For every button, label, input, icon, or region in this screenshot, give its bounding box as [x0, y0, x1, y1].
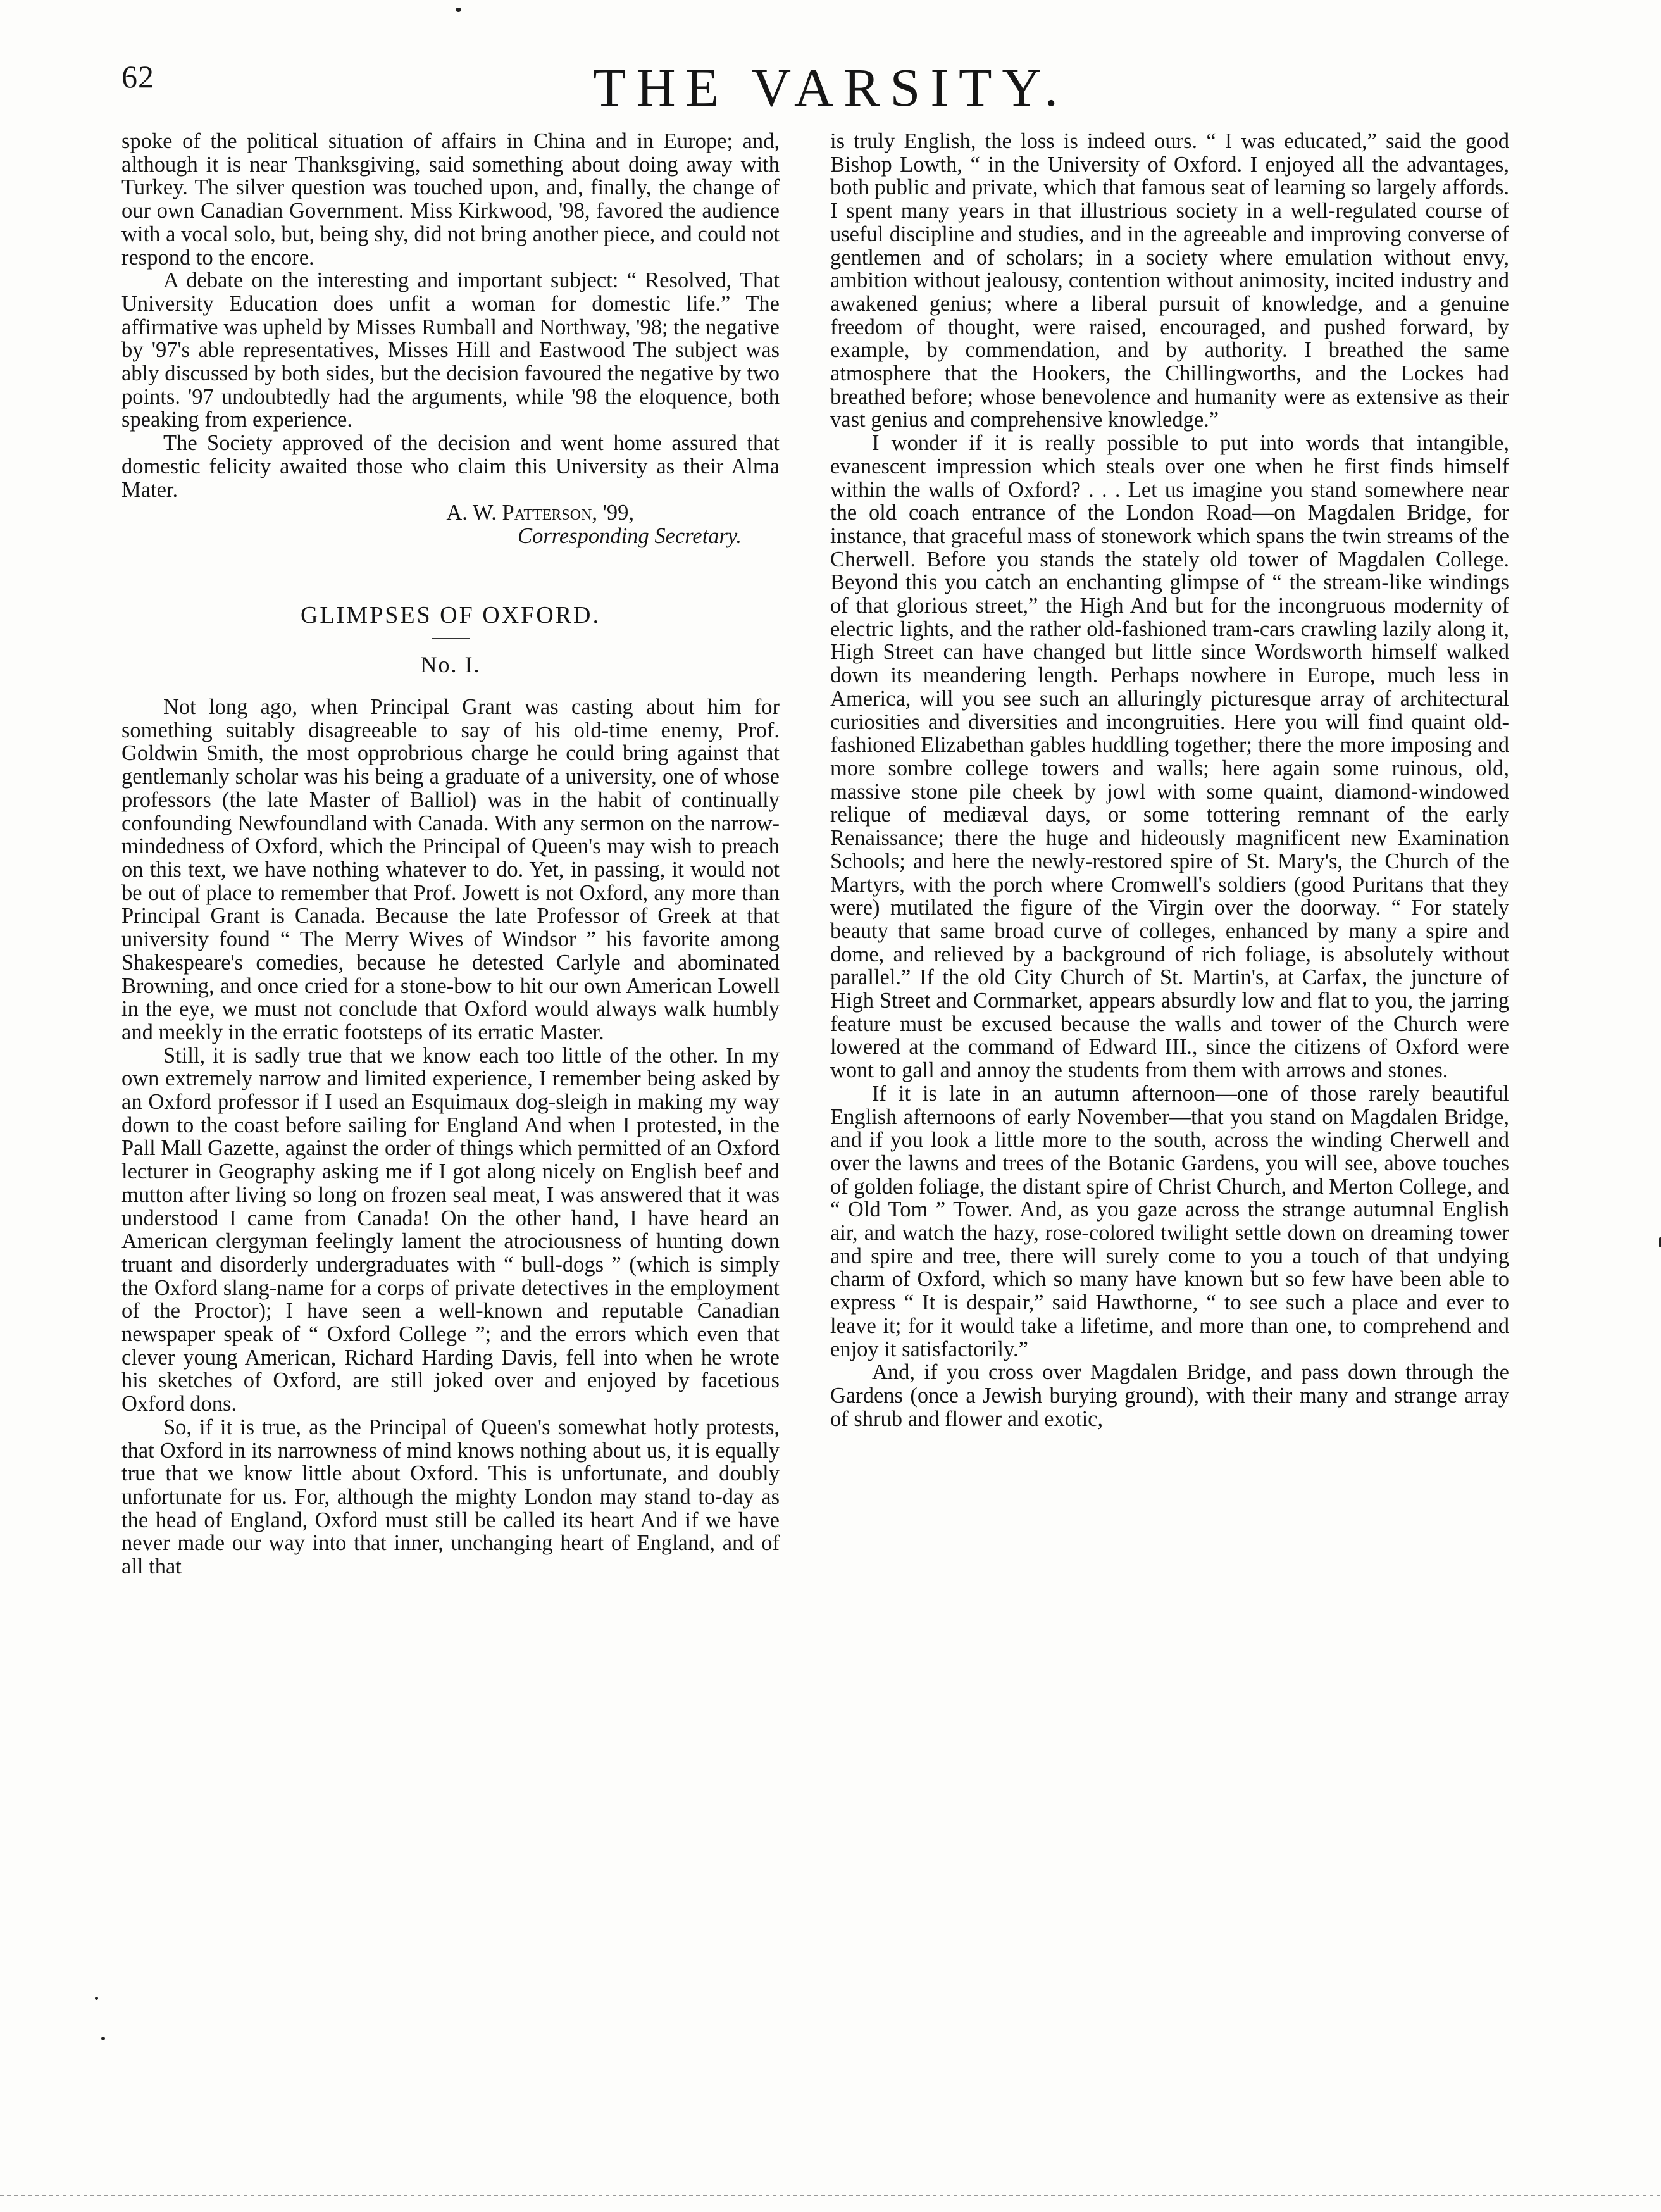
- paragraph: spoke of the political situation of affairs in China and in Europe; and, although it is near Thanksgiving, said something about doing away with Turkey. The silver question was touched upon, and, finally, the change of our own Canadian Government. Miss Kirkwood, '98, favored the audience with a vocal solo, but, being shy, did not bring another piece, and could not respond to the encore.: [121, 129, 780, 270]
- right-column: [830, 130, 1509, 1430]
- paragraph: The Society approved of the decision and went home assured that domestic felicity awaited those who claim this University as their Alma Mater.: [121, 431, 780, 502]
- paragraph: Still, it is sadly true that we know each too little of the other. In my own extremely narrow and limited experience, I remember being asked by an Oxford professor if I used an Esquimaux dog-sleigh in making my way down to the coast before sailing for England And when I protested, in the Pall Mall Gazette, against the order of things which permitted of an Oxford lecturer in Geography asking me if I got along nicely on English beef and mutton after living so long on frozen seal meat, I was answered that it was understood I came from Canada! On the other hand, I have heard an American clergyman feelingly lament the atrociousness of hunting down truant and disorderly undergraduates with “ bull-dogs ” (which is simply the Oxford slang-name for a corps of private detectives in the employment of the Proctor); I have seen a well-known and reputable Canadian newspaper speak of “ Oxford College ”; and the errors which even that clever young American, Richard Harding Davis, fell into when he wrote his sketches of Oxford, are still joked over and enjoyed by facetious Oxford dons.: [121, 1043, 780, 1416]
- paragraph: is truly English, the loss is indeed ours. “ I was educated,” said the good Bishop Lowth, “ in the University of Oxford. I enjoyed all the advantages, both public and private, which that famous seat of learning so largely affords. I spent many years in that illustrious society in a well-regulated course of useful discipline and studies, and in the agreeable and improving converse of gentlemen and of scholars; in a society where emulation without envy, ambition without jealousy, contention without animosity, incited industry and awakened genius; where a liberal pursuit of knowledge, and a genuine freedom of thought, were raised, encouraged, and pushed forward, by example, by commendation, and by authority. I breathed the same atmosphere that the Hookers, the Chillingworths, and the Lockes had breathed before; whose benevolence and humanity were as extensive as their vast genius and comprehensive knowledge.”: [830, 129, 1509, 432]
- page-edge-rule: [0, 2195, 1661, 2196]
- left-column: [121, 130, 780, 1578]
- masthead-title: THE VARSITY.: [592, 57, 1069, 118]
- article-number: No. I.: [420, 652, 481, 678]
- paragraph: Not long ago, when Principal Grant was casting about him for something suitably disagreeable to say of his old-time enemy, Prof. Goldwin Smith, the most opprobrious charge he could bring against that gentlemanly scholar was his being a graduate of a university, one of whose professors (the late Master of Balliol) was in the habit of continually confounding Newfoundland with Canada. With any sermon on the narrow-mindedness of Oxford, which the Principal of Queen's may wish to preach on this text, we have nothing whatever to do. Yet, in passing, it would not be out of place to remember that Prof. Jowett is not Oxford, any more than Principal Grant is Canada. Because the late Professor of Greek at that university found “ The Merry Wives of Windsor ” his favorite among Shakespeare's comedies, because he detested Carlyle and abominated Browning, and once cried for a stone-bow to hit our own American Lowell in the eye, we must not conclude that Oxford would always walk humbly and meekly in the erratic footsteps of its erratic Master.: [121, 695, 780, 1044]
- paragraph: I wonder if it is really possible to put into words that intangible, evanescent impression which steals over one when he first finds himself within the walls of Oxford? . . . Let us imagine you stand somewhere near the old coach entrance of the London Road—on Magdalen Bridge, for instance, that graceful mass of stonework which spans the twin streams of the Cherwell. Before you stands the stately old tower of Magdalen College. Beyond this you catch an enchanting glimpse of “ the stream-like windings of that glorious street,” the High And but for the incongruous modernity of electric lights, and the rather old-fashioned tram-cars crawling lazily along it, High Street can have changed but little since Wordsworth himself walked down its meandering length. Perhaps nowhere in Europe, much less in America, will you see such an alluringly picturesque array of architectural curiosities and diversities and incongruities. Here you will find quaint old-fashioned Elizabethan gables huddling together; there the more imposing and more sombre college towers and walls; here again some ruinous, old, massive stone pile cheek by jowl with some quaint, diamond-windowed relique of mediæval days, or some tottering remnant of the early Renaissance; there the huge and hideously magnificent new Examination Schools; and here the newly-restored spire of St. Mary's, the Church of the Martyrs, with the porch where Cromwell's soldiers (good Puritans that they were) mutilated the figure of the Virgin over the doorway. “ For stately beauty that same broad curve of colleges, enhanced by many a spire and dome, and relieved by a background of rich foliage, is absolutely without parallel.” If the old City Church of St. Martin's, at Carfax, the juncture of High Street and Cornmarket, appears absurdly low and flat to you, the jarring feature must be excused because the walls and tower of the Church were lowered at the command of Edward III., since the citizens of Oxford were wont to gall and annoy the students from them with arrows and stones.: [830, 431, 1509, 1083]
- paragraph: If it is late in an autumn afternoon—one of those rarely beautiful English afternoons of early November—that you stand on Magdalen Bridge, and if you look a little more to the south, across the winding Cherwell and over the lawns and trees of the Botanic Gardens, you will see, above touches of golden foliage, the distant spire of Christ Church, and Merton College, and “ Old Tom ” Tower. And, as you gaze across the strange autumnal English air, and watch the hazy, rose-colored twilight settle down on dreaming tower and spire and tree, there will surely come to you a touch of that undying charm of Oxford, which so many have known but so few have been able to express “ It is despair,” said Hawthorne, “ to see such a place and ever to leave it; for it would take a lifetime, and more than one, to comprehend and enjoy it satisfactorily.”: [830, 1081, 1509, 1361]
- signature-role: Corresponding Secretary.: [518, 523, 742, 548]
- signature-name: A. W. Patterson, '99,: [446, 501, 634, 525]
- article-title: GLIMPSES OF OXFORD.: [300, 601, 601, 628]
- ink-speck: [456, 8, 461, 12]
- ink-speck: [95, 1997, 98, 2000]
- paragraph: A debate on the interesting and important subject: “ Resolved, That University Education does unfit a woman for domestic life.” The affirmative was upheld by Misses Rumball and Northway, '98; the negative by '97's able representatives, Misses Hill and Eastwood The subject was ably discussed by both sides, but the decision favoured the negative by two points. '97 undoubtedly had the arguments, while '98 the eloquence, both speaking from experience.: [121, 268, 780, 432]
- paragraph: So, if it is true, as the Principal of Queen's somewhat hotly protests, that Oxford in its narrowness of mind knows nothing about us, it is equally true that we know little about Oxford. This is unfortunate, and doubly unfortunate for us. For, although the mighty London may stand to-day as the head of England, Oxford must still be called its heart And if we have never made our way into that inner, unchanging heart of England, and of all that: [121, 1415, 780, 1579]
- signature-block: [121, 501, 780, 547]
- paragraph: And, if you cross over Magdalen Bridge, and pass down through the Gardens (once a Jewish burying ground), with their many and strange array of shrub and flower and exotic,: [830, 1360, 1509, 1431]
- ink-speck: [101, 2037, 105, 2040]
- divider: [432, 638, 470, 639]
- page-number: 62: [121, 59, 154, 94]
